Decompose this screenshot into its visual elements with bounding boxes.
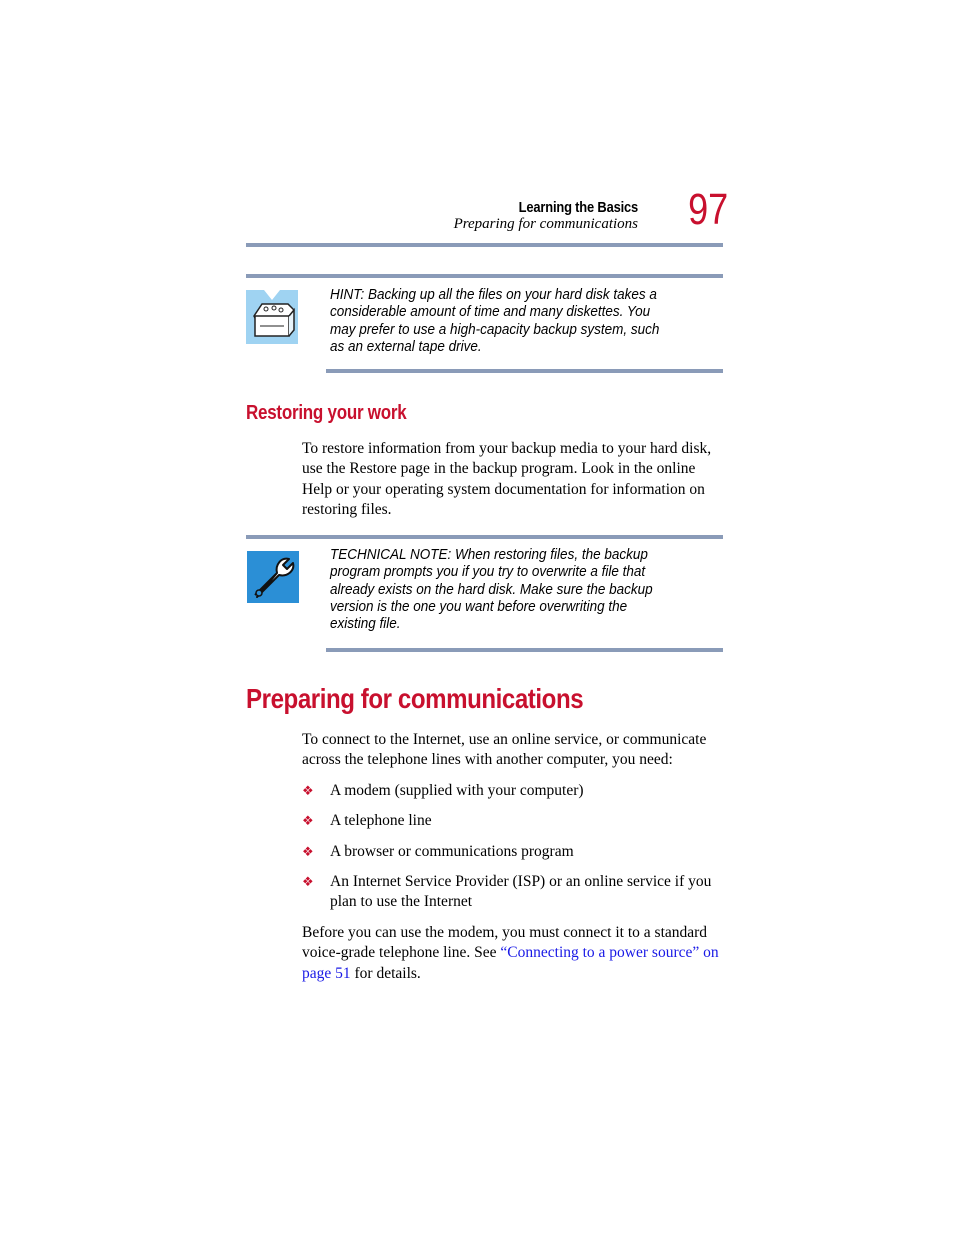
section-heading-communications: Preparing for communications	[246, 683, 584, 714]
restoring-paragraph: To restore information from your backup media to your hard disk, use the Restore page in the backup program. Look in the online Help or your operating system documentation for information on restoring files.	[302, 440, 712, 518]
list-item-text: A modem (supplied with your computer)	[330, 782, 584, 799]
technical-note-bottom-rule	[326, 648, 723, 652]
communications-closing	[302, 923, 722, 984]
power-source-link[interactable]: “Connecting to a power source” on page 51	[302, 944, 719, 982]
treasure-chest-icon	[246, 290, 298, 344]
bullet-icon: ❖	[302, 783, 314, 798]
running-header-section: Preparing for communications	[453, 216, 638, 232]
section-heading-restoring: Restoring your work	[246, 402, 407, 424]
list-item	[302, 781, 722, 802]
communications-intro: To connect to the Internet, use an online service, or communicate across the telephone lines with another computer, you need:	[302, 731, 707, 769]
hint-top-rule	[246, 274, 723, 278]
bullet-icon: ❖	[302, 844, 314, 859]
bullet-icon: ❖	[302, 813, 314, 828]
technical-note-top-rule	[246, 535, 723, 539]
wrench-icon	[247, 551, 299, 603]
list-item-text: An Internet Service Provider (ISP) or an online service if you plan to use the Internet	[330, 873, 712, 911]
closing-text-after: for details.	[350, 964, 421, 982]
list-item	[302, 842, 722, 863]
list-item-text: A browser or communications program	[330, 843, 574, 860]
list-item	[302, 811, 722, 832]
list-item-text: A telephone line	[330, 812, 432, 829]
page-number: 97	[688, 185, 729, 234]
bullet-icon: ❖	[302, 874, 314, 889]
header-rule	[246, 243, 723, 247]
running-header-chapter: Learning the Basics	[518, 199, 638, 216]
technical-note-text: TECHNICAL NOTE: When restoring files, the backup program prompts you if you try to overwrite a file that already exists on the hard disk. Make sure the backup version is the one you want before overwriting the existing file.	[330, 546, 653, 633]
list-item	[302, 872, 722, 914]
hint-bottom-rule	[326, 369, 723, 373]
closing-text-before: Before you can use the modem, you must connect it to a standard voice-grade telephone line. See	[302, 924, 708, 962]
hint-note-text: HINT: Backing up all the files on your hard disk takes a considerable amount of time and many diskettes. You may prefer to use a high-capacity backup system, such as an external tape drive.	[330, 286, 660, 355]
